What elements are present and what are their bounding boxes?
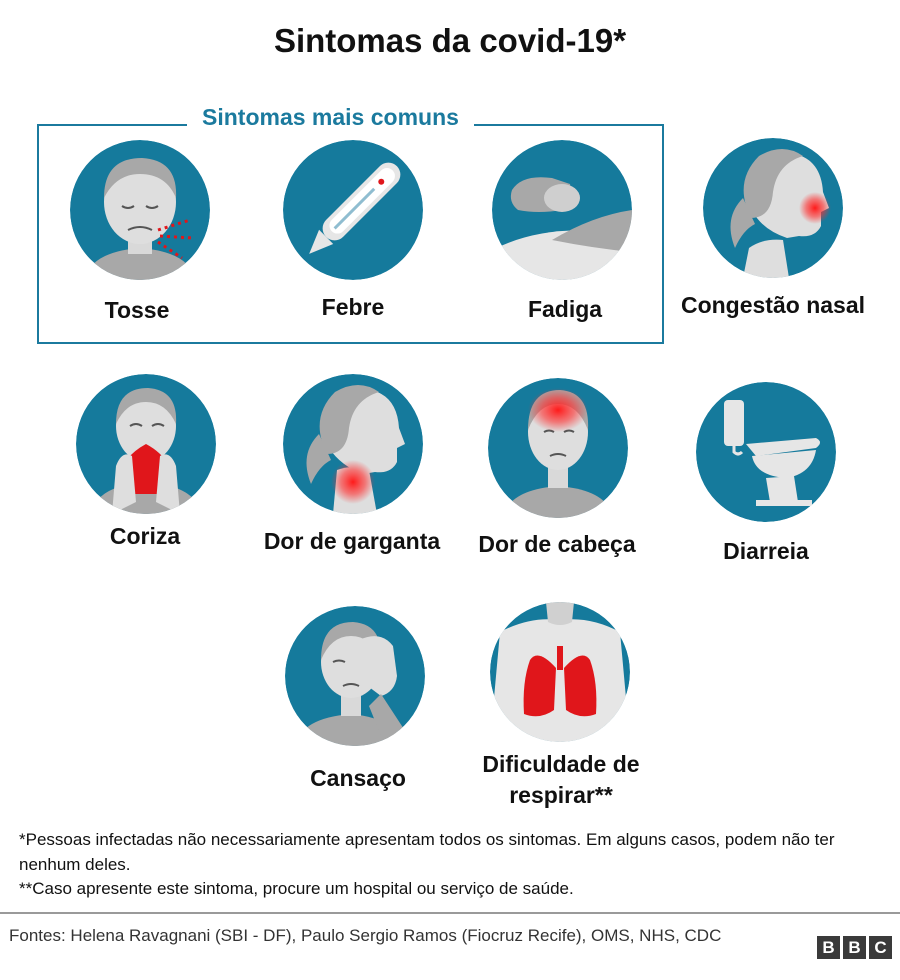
- footnote-asterisk: *Pessoas infectadas não necessariamente apresentam todos os sintomas. Em alguns casos, podem não ter nenhum deles.: [19, 830, 835, 874]
- symptom-fadiga: [492, 140, 642, 280]
- symptom-label: Congestão nasal: [680, 292, 866, 318]
- symptom-label: Coriza: [109, 523, 181, 549]
- symptom-cansaco: [285, 606, 435, 746]
- page-title: Sintomas da covid-19*: [273, 22, 627, 59]
- symptom-label: Dor de garganta: [263, 528, 441, 554]
- symptom-label: Diarreia: [723, 538, 809, 564]
- symptom-garganta: [283, 374, 433, 514]
- symptom-label: Cansaço: [310, 765, 406, 791]
- logo-letter: B: [843, 936, 866, 959]
- nose-congestion-icon: [703, 138, 843, 278]
- toilet-icon: [696, 382, 836, 522]
- symptom-diarreia: [696, 382, 846, 522]
- symptom-label: Fadiga: [527, 296, 603, 322]
- footnote-double-asterisk: **Caso apresente este sintoma, procure um hospital ou serviço de saúde.: [19, 879, 574, 898]
- symptom-febre: [283, 140, 433, 280]
- symptom-label: Dificuldade de respirar**: [482, 751, 640, 808]
- symptom-congestao: [703, 138, 853, 278]
- sore-throat-icon: [283, 374, 423, 514]
- runny-nose-icon: [76, 374, 216, 514]
- logo-letter: B: [817, 936, 840, 959]
- symptom-respirar: [490, 602, 640, 742]
- sleeping-person-icon: [492, 140, 632, 280]
- logo-letter: C: [869, 936, 892, 959]
- symptom-coriza: [76, 374, 226, 514]
- lungs-icon: [490, 602, 630, 742]
- symptom-label: Febre: [321, 294, 385, 320]
- symptom-cabeca: [488, 378, 638, 518]
- headache-icon: [488, 378, 628, 518]
- symptom-label: Tosse: [104, 297, 170, 323]
- tired-person-icon: [285, 606, 425, 746]
- divider: [0, 912, 900, 914]
- symptom-label: Dor de cabeça: [478, 531, 636, 557]
- thermometer-icon: [283, 140, 423, 280]
- symptom-tosse: [70, 140, 220, 280]
- cough-icon: [70, 140, 210, 280]
- common-symptoms-label: Sintomas mais comuns: [187, 104, 474, 131]
- sources: Fontes: Helena Ravagnani (SBI - DF), Paulo Sergio Ramos (Fiocruz Recife), OMS, NHS, CDC: [9, 926, 722, 945]
- bbc-logo: [817, 936, 892, 959]
